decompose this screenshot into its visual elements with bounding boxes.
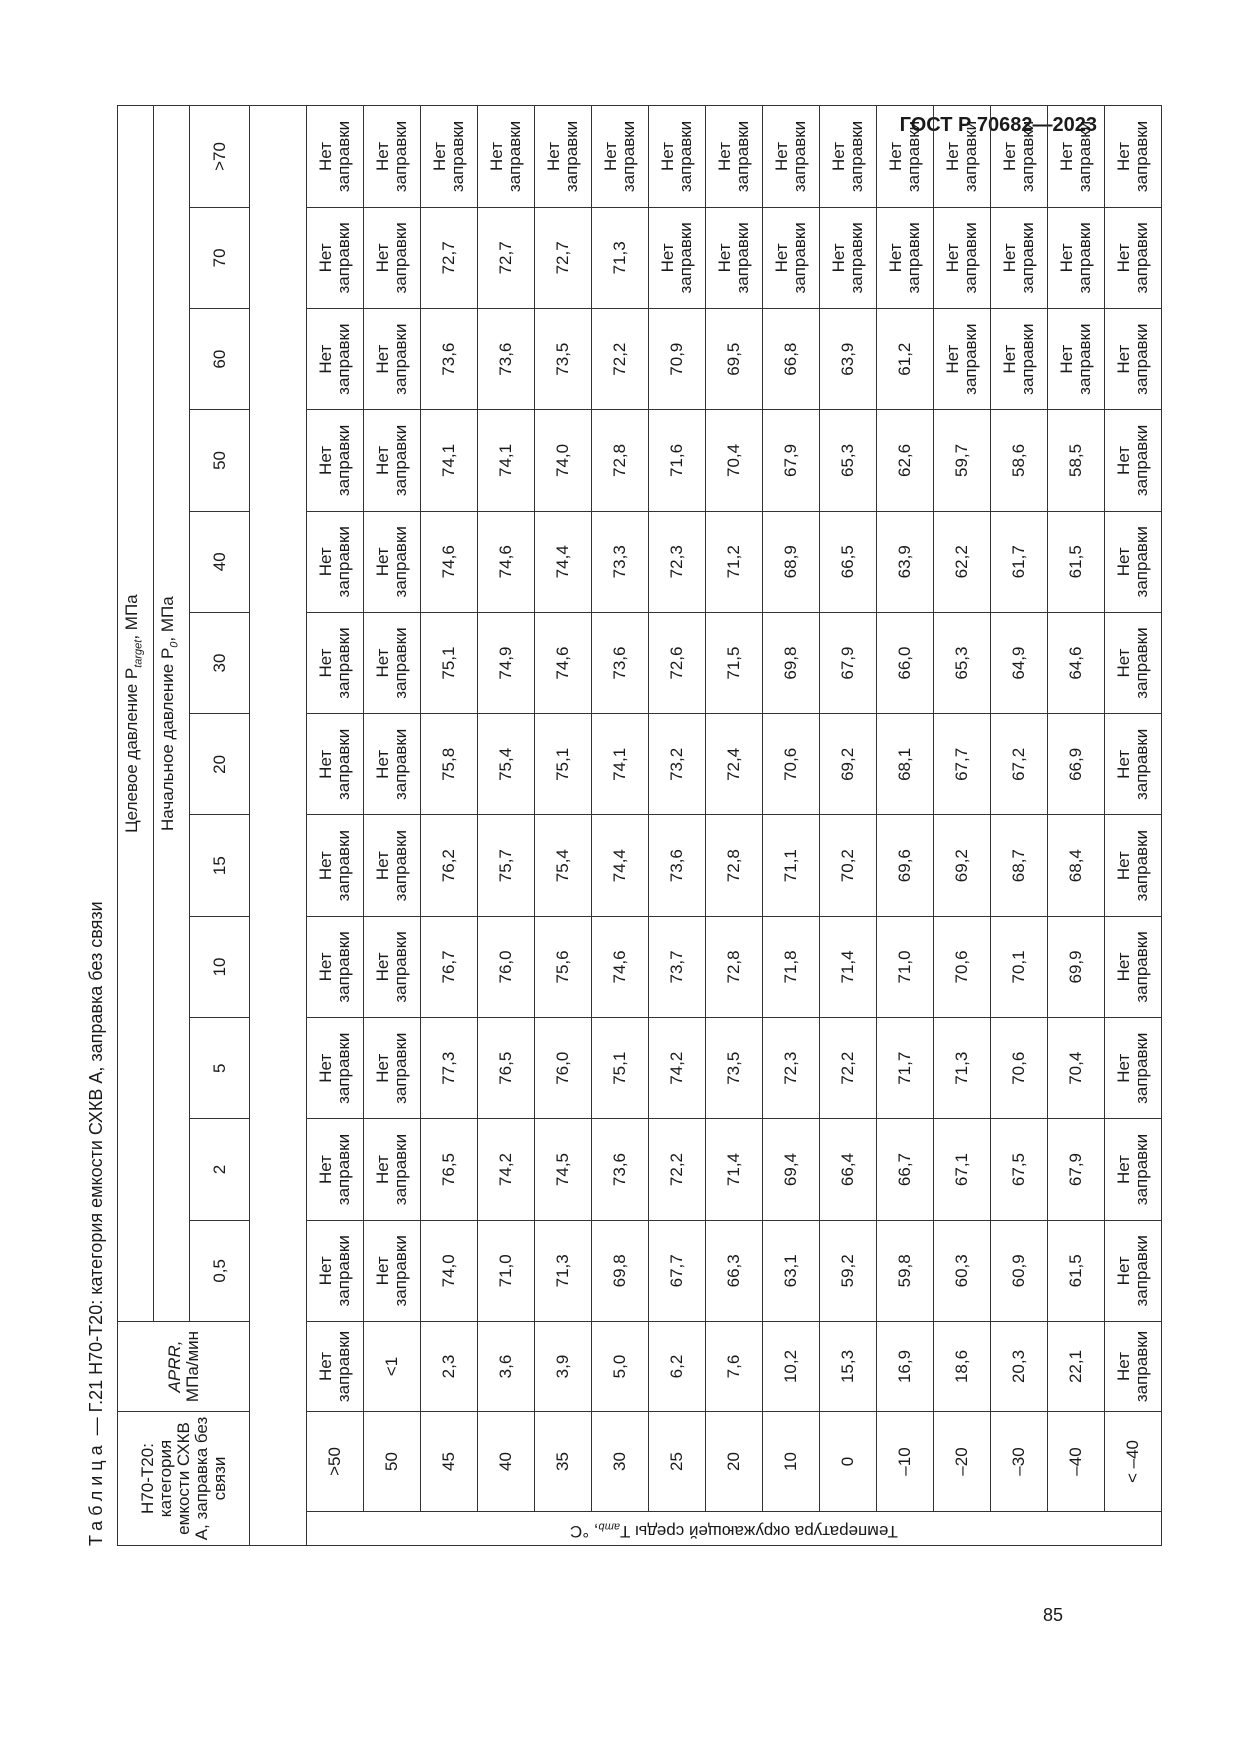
value-cell: 71,3 <box>934 1018 991 1119</box>
value-cell: 71,1 <box>763 815 820 916</box>
value-cell: Нет заправки <box>706 106 763 207</box>
temperature-cell: 45 <box>421 1411 478 1511</box>
table-row <box>877 106 934 1546</box>
target-pressure-header <box>118 106 154 1322</box>
column-header: 15 <box>190 815 250 916</box>
temperature-cell: < –40 <box>1105 1411 1162 1511</box>
value-cell: Нет заправки <box>649 106 706 207</box>
value-cell: 72,2 <box>820 1018 877 1119</box>
value-cell: 74,0 <box>421 1220 478 1321</box>
value-cell: Нет заправки <box>364 410 421 511</box>
value-cell: 62,2 <box>934 511 991 612</box>
table-row <box>592 106 649 1546</box>
value-cell: 70,6 <box>991 1018 1048 1119</box>
column-header: 70 <box>190 207 250 308</box>
value-cell: Нет заправки <box>1105 714 1162 815</box>
table-row <box>1048 106 1105 1546</box>
value-cell: 73,6 <box>592 1119 649 1220</box>
value-cell: 66,0 <box>877 612 934 713</box>
value-cell: 61,7 <box>991 511 1048 612</box>
value-cell: 66,4 <box>820 1119 877 1220</box>
value-cell: 72,8 <box>706 916 763 1017</box>
aprr-cell: 3,6 <box>478 1321 535 1411</box>
value-cell: 75,6 <box>535 916 592 1017</box>
table-row <box>307 106 364 1546</box>
value-cell: 72,7 <box>478 207 535 308</box>
aprr-cell: 2,3 <box>421 1321 478 1411</box>
value-cell: 71,0 <box>877 916 934 1017</box>
value-cell: 74,4 <box>592 815 649 916</box>
aprr-header <box>118 1321 250 1411</box>
value-cell: 72,8 <box>706 815 763 916</box>
value-cell: Нет заправки <box>307 1119 364 1220</box>
table-row <box>478 106 535 1546</box>
value-cell: 69,2 <box>820 714 877 815</box>
value-cell: 76,5 <box>421 1119 478 1220</box>
aprr-cell: 22,1 <box>1048 1321 1105 1411</box>
value-cell: 70,1 <box>991 916 1048 1017</box>
aprr-cell: <1 <box>364 1321 421 1411</box>
value-cell: 73,3 <box>592 511 649 612</box>
value-cell: 75,4 <box>478 714 535 815</box>
temperature-cell: –10 <box>877 1411 934 1511</box>
value-cell: 74,4 <box>535 511 592 612</box>
value-cell: Нет заправки <box>307 511 364 612</box>
temperature-cell: >50 <box>307 1411 364 1511</box>
value-cell: 67,7 <box>934 714 991 815</box>
table-row <box>991 106 1048 1546</box>
value-cell: Нет заправки <box>1105 916 1162 1017</box>
value-cell: 70,6 <box>763 714 820 815</box>
value-cell: Нет заправки <box>421 106 478 207</box>
value-cell: 73,5 <box>706 1018 763 1119</box>
value-cell: Нет заправки <box>364 714 421 815</box>
target-pressure-unit: , МПа <box>122 594 142 640</box>
value-cell: Нет заправки <box>307 309 364 410</box>
value-cell: Нет заправки <box>364 815 421 916</box>
value-cell: 73,6 <box>592 612 649 713</box>
document-code: ГОСТ Р 70682—2023 <box>899 114 1097 136</box>
value-cell: 71,0 <box>478 1220 535 1321</box>
value-cell: 70,4 <box>1048 1018 1105 1119</box>
column-header: 40 <box>190 511 250 612</box>
value-cell: 70,4 <box>706 410 763 511</box>
value-cell: 75,1 <box>421 612 478 713</box>
value-cell: 69,9 <box>1048 916 1105 1017</box>
temperature-cell: 50 <box>364 1411 421 1511</box>
value-cell: 74,1 <box>592 714 649 815</box>
value-cell: 74,6 <box>592 916 649 1017</box>
value-cell: Нет заправки <box>307 106 364 207</box>
value-cell: 68,1 <box>877 714 934 815</box>
value-cell: 73,2 <box>649 714 706 815</box>
column-header: 30 <box>190 612 250 713</box>
value-cell: 75,4 <box>535 815 592 916</box>
value-cell: 71,2 <box>706 511 763 612</box>
table-row <box>535 106 592 1546</box>
value-cell: 71,5 <box>706 612 763 713</box>
value-cell: 69,4 <box>763 1119 820 1220</box>
value-cell: 67,2 <box>991 714 1048 815</box>
value-cell: Нет заправки <box>364 511 421 612</box>
temperature-cell: 30 <box>592 1411 649 1511</box>
value-cell: Нет заправки <box>535 106 592 207</box>
value-cell: 71,4 <box>706 1119 763 1220</box>
value-cell: 72,3 <box>763 1018 820 1119</box>
value-cell: Нет заправки <box>307 916 364 1017</box>
value-cell: 72,7 <box>535 207 592 308</box>
value-cell: 64,9 <box>991 612 1048 713</box>
value-cell: 73,6 <box>649 815 706 916</box>
table-row <box>649 106 706 1546</box>
aprr-cell: 18,6 <box>934 1321 991 1411</box>
value-cell: Нет заправки <box>820 106 877 207</box>
value-cell: 59,8 <box>877 1220 934 1321</box>
temperature-cell: –20 <box>934 1411 991 1511</box>
value-cell: 77,3 <box>421 1018 478 1119</box>
temperature-cell: 10 <box>763 1411 820 1511</box>
value-cell: 63,9 <box>877 511 934 612</box>
temperature-cell: 25 <box>649 1411 706 1511</box>
value-cell: Нет заправки <box>307 207 364 308</box>
value-cell: 74,6 <box>478 511 535 612</box>
aprr-cell: 20,3 <box>991 1321 1048 1411</box>
value-cell: Нет заправки <box>364 309 421 410</box>
aprr-cell: 3,9 <box>535 1321 592 1411</box>
value-cell: Нет заправки <box>991 309 1048 410</box>
value-cell: Нет заправки <box>1105 207 1162 308</box>
value-cell: Нет заправки <box>1048 106 1105 207</box>
side-label-sub: amb <box>598 1520 621 1533</box>
value-cell: Нет заправки <box>649 207 706 308</box>
value-cell: 73,7 <box>649 916 706 1017</box>
side-label-unit: , °C <box>570 1521 599 1541</box>
value-cell: 76,2 <box>421 815 478 916</box>
initial-pressure-label: Начальное давление P <box>158 647 178 831</box>
value-cell: 69,6 <box>877 815 934 916</box>
side-label: Температура окружающей среды T <box>620 1521 898 1541</box>
value-cell: 67,9 <box>763 410 820 511</box>
table-row <box>763 106 820 1546</box>
value-cell: 61,5 <box>1048 1220 1105 1321</box>
value-cell: Нет заправки <box>1105 815 1162 916</box>
table-row <box>1105 106 1162 1546</box>
initial-pressure-header <box>154 106 190 1322</box>
value-cell: 74,0 <box>535 410 592 511</box>
column-header: 50 <box>190 410 250 511</box>
separator-row <box>250 106 307 1546</box>
temperature-cell: 0 <box>820 1411 877 1511</box>
header-row-target <box>118 106 154 1546</box>
value-cell: 75,1 <box>535 714 592 815</box>
value-cell: 63,1 <box>763 1220 820 1321</box>
value-cell: Нет заправки <box>706 207 763 308</box>
value-cell: 59,7 <box>934 410 991 511</box>
value-cell: 66,3 <box>706 1220 763 1321</box>
value-cell: Нет заправки <box>364 916 421 1017</box>
value-cell: Нет заправки <box>1105 1220 1162 1321</box>
separator-cell <box>250 106 307 1546</box>
value-cell: 63,9 <box>820 309 877 410</box>
value-cell: 66,7 <box>877 1119 934 1220</box>
value-cell: 65,3 <box>820 410 877 511</box>
value-cell: Нет заправки <box>820 207 877 308</box>
temperature-cell: –40 <box>1048 1411 1105 1511</box>
value-cell: Нет заправки <box>478 106 535 207</box>
value-cell: 58,5 <box>1048 410 1105 511</box>
value-cell: 76,7 <box>421 916 478 1017</box>
value-cell: Нет заправки <box>364 207 421 308</box>
target-pressure-sub: target <box>132 639 145 668</box>
value-cell: 71,7 <box>877 1018 934 1119</box>
column-header: 20 <box>190 714 250 815</box>
value-cell: 74,6 <box>535 612 592 713</box>
value-cell: Нет заправки <box>991 207 1048 308</box>
value-cell: Нет заправки <box>934 309 991 410</box>
value-cell: 76,5 <box>478 1018 535 1119</box>
data-table <box>117 105 1162 1546</box>
value-cell: 74,9 <box>478 612 535 713</box>
value-cell: 61,5 <box>1048 511 1105 612</box>
aprr-cell: 6,2 <box>649 1321 706 1411</box>
value-cell: Нет заправки <box>364 1018 421 1119</box>
caption-text: — Г.21 H70-T20: категория емкости СХКВ A, заправка без связи <box>86 901 106 1436</box>
value-cell: Нет заправки <box>1105 1018 1162 1119</box>
value-cell: 72,2 <box>649 1119 706 1220</box>
value-cell: 72,8 <box>592 410 649 511</box>
value-cell: 67,9 <box>1048 1119 1105 1220</box>
stub-header: H70-T20: категория емкости СХКВ A, заправка без связи <box>118 1411 250 1545</box>
value-cell: Нет заправки <box>364 1220 421 1321</box>
value-cell: Нет заправки <box>364 612 421 713</box>
table-body <box>118 106 1162 1546</box>
aprr-cell: 16,9 <box>877 1321 934 1411</box>
value-cell: 72,3 <box>649 511 706 612</box>
value-cell: Нет заправки <box>1105 309 1162 410</box>
value-cell: Нет заправки <box>364 106 421 207</box>
value-cell: 71,4 <box>820 916 877 1017</box>
value-cell: 73,6 <box>478 309 535 410</box>
table-caption <box>81 106 111 1546</box>
value-cell: Нет заправки <box>1105 612 1162 713</box>
aprr-cell: Нет заправки <box>307 1321 364 1411</box>
value-cell: Нет заправки <box>1105 410 1162 511</box>
aprr-cell: 15,3 <box>820 1321 877 1411</box>
caption-label: Таблица <box>86 1440 106 1546</box>
value-cell: Нет заправки <box>877 207 934 308</box>
value-cell: 74,1 <box>478 410 535 511</box>
table-row <box>934 106 991 1546</box>
table-row <box>421 106 478 1546</box>
value-cell: 71,3 <box>592 207 649 308</box>
value-cell: Нет заправки <box>307 1018 364 1119</box>
value-cell: 60,9 <box>991 1220 1048 1321</box>
value-cell: 72,6 <box>649 612 706 713</box>
value-cell: Нет заправки <box>592 106 649 207</box>
aprr-header-label: APRR, <box>164 1340 184 1393</box>
value-cell: Нет заправки <box>1105 511 1162 612</box>
value-cell: Нет заправки <box>877 106 934 207</box>
aprr-header-unit: МПа/мин <box>182 1330 202 1403</box>
value-cell: Нет заправки <box>307 1220 364 1321</box>
value-cell: Нет заправки <box>934 106 991 207</box>
value-cell: Нет заправки <box>364 1119 421 1220</box>
value-cell: 69,5 <box>706 309 763 410</box>
value-cell: 60,3 <box>934 1220 991 1321</box>
value-cell: Нет заправки <box>1105 106 1162 207</box>
value-cell: 72,4 <box>706 714 763 815</box>
temperature-cell: –30 <box>991 1411 1048 1511</box>
value-cell: 67,5 <box>991 1119 1048 1220</box>
value-cell: 75,7 <box>478 815 535 916</box>
target-pressure-label: Целевое давление P <box>122 667 142 833</box>
value-cell: 71,6 <box>649 410 706 511</box>
value-cell: Нет заправки <box>763 106 820 207</box>
initial-pressure-unit: , МПа <box>158 596 178 642</box>
value-cell: 70,2 <box>820 815 877 916</box>
value-cell: Нет заправки <box>1048 309 1105 410</box>
value-cell: 71,3 <box>535 1220 592 1321</box>
value-cell: 76,0 <box>535 1018 592 1119</box>
value-cell: Нет заправки <box>1048 207 1105 308</box>
value-cell: 58,6 <box>991 410 1048 511</box>
value-cell: Нет заправки <box>307 612 364 713</box>
table-row <box>706 106 763 1546</box>
value-cell: Нет заправки <box>307 410 364 511</box>
value-cell: 71,8 <box>763 916 820 1017</box>
value-cell: 70,6 <box>934 916 991 1017</box>
value-cell: 65,3 <box>934 612 991 713</box>
rotated-table-block <box>81 106 1151 1546</box>
column-header: 0,5 <box>190 1220 250 1321</box>
value-cell: 66,9 <box>1048 714 1105 815</box>
value-cell: 74,2 <box>478 1119 535 1220</box>
value-cell: Нет заправки <box>307 815 364 916</box>
initial-pressure-sub: 0 <box>168 641 181 648</box>
column-header: >70 <box>190 106 250 207</box>
value-cell: 67,1 <box>934 1119 991 1220</box>
column-header: 2 <box>190 1119 250 1220</box>
value-cell: 59,2 <box>820 1220 877 1321</box>
value-cell: 67,7 <box>649 1220 706 1321</box>
value-cell: 74,1 <box>421 410 478 511</box>
value-cell: 66,8 <box>763 309 820 410</box>
value-cell: 70,9 <box>649 309 706 410</box>
value-cell: Нет заправки <box>1105 1119 1162 1220</box>
side-label-cell <box>307 1512 1162 1546</box>
value-cell: 68,9 <box>763 511 820 612</box>
aprr-cell: Нет заправки <box>1105 1321 1162 1411</box>
value-cell: 72,2 <box>592 309 649 410</box>
value-cell: 75,8 <box>421 714 478 815</box>
value-cell: 76,0 <box>478 916 535 1017</box>
table-row <box>364 106 421 1546</box>
aprr-cell: 7,6 <box>706 1321 763 1411</box>
value-cell: Нет заправки <box>991 106 1048 207</box>
value-cell: 68,4 <box>1048 815 1105 916</box>
temperature-cell: 35 <box>535 1411 592 1511</box>
value-cell: 75,1 <box>592 1018 649 1119</box>
value-cell: 73,6 <box>421 309 478 410</box>
temperature-cell: 20 <box>706 1411 763 1511</box>
aprr-cell: 10,2 <box>763 1321 820 1411</box>
value-cell: 67,9 <box>820 612 877 713</box>
aprr-cell: 5,0 <box>592 1321 649 1411</box>
value-cell: Нет заправки <box>307 714 364 815</box>
column-header: 10 <box>190 916 250 1017</box>
value-cell: 69,8 <box>763 612 820 713</box>
value-cell: 64,6 <box>1048 612 1105 713</box>
value-cell: 66,5 <box>820 511 877 612</box>
temperature-cell: 40 <box>478 1411 535 1511</box>
page-number: 85 <box>1042 1605 1063 1625</box>
value-cell: 68,7 <box>991 815 1048 916</box>
column-header: 60 <box>190 309 250 410</box>
table-row <box>820 106 877 1546</box>
value-cell: 62,6 <box>877 410 934 511</box>
value-cell: Нет заправки <box>934 207 991 308</box>
value-cell: 74,2 <box>649 1018 706 1119</box>
value-cell: 69,8 <box>592 1220 649 1321</box>
value-cell: 61,2 <box>877 309 934 410</box>
value-cell: 74,5 <box>535 1119 592 1220</box>
value-cell: 74,6 <box>421 511 478 612</box>
value-cell: 69,2 <box>934 815 991 916</box>
value-cell: Нет заправки <box>763 207 820 308</box>
value-cell: 73,5 <box>535 309 592 410</box>
column-header: 5 <box>190 1018 250 1119</box>
value-cell: 72,7 <box>421 207 478 308</box>
